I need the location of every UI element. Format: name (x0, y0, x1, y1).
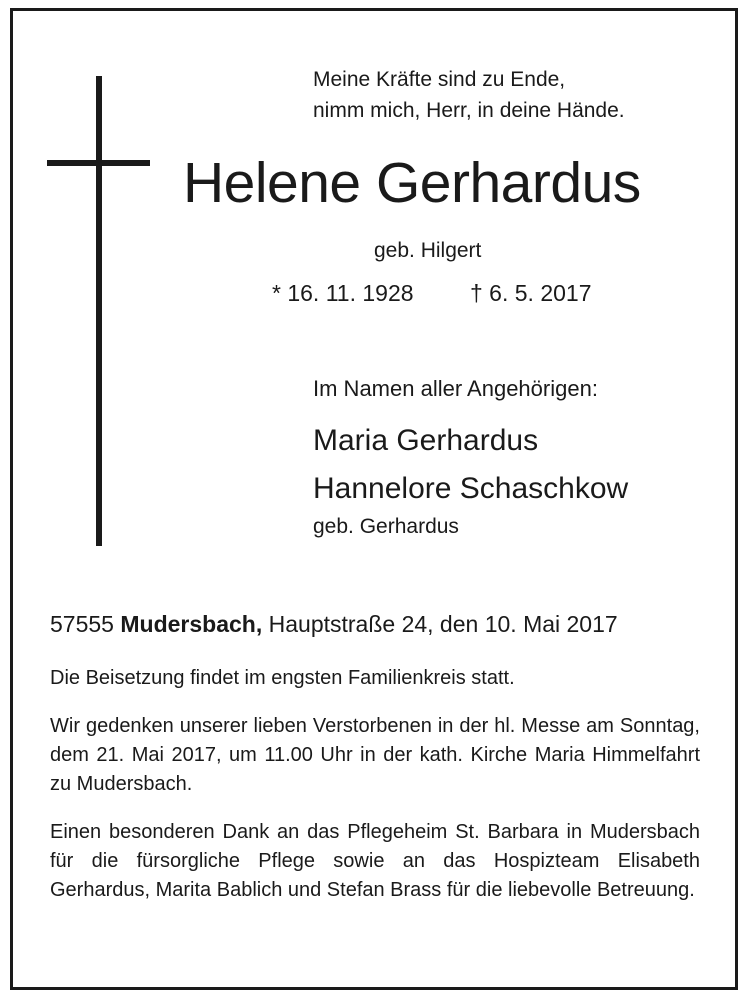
birth-date: * 16. 11. 1928 (272, 280, 414, 306)
death-date: † 6. 5. 2017 (470, 280, 592, 306)
motto-line-2: nimm mich, Herr, in deine Hände. (313, 99, 625, 122)
deceased-name: Helene Gerhardus (183, 151, 641, 215)
postcode: 57555 (50, 611, 114, 637)
mourner-name: Maria Gerhardus (313, 424, 539, 457)
location-line (50, 611, 618, 638)
mourner-maiden-name: geb. Gerhardus (313, 515, 459, 538)
address-date: Hauptstraße 24, den 10. Mai 2017 (268, 611, 618, 637)
cross-horizontal-bar (47, 160, 150, 166)
mourners-intro: Im Namen aller Angehörigen: (313, 376, 598, 401)
thanks-notice: Einen besonderen Dank an das Pflegeheim St. Barbara in Mudersbach für die fürsorgliche Pflege sowie an das Hospizteam Elisabeth Gerhardus, Marita Bablich und Stefan Brass für die liebevolle Betreuung. (50, 821, 700, 901)
burial-notice: Die Beisetzung findet im engsten Familienkreis statt. (50, 667, 515, 689)
deceased-maiden-name: geb. Hilgert (374, 239, 482, 262)
cross-vertical-bar (96, 76, 102, 546)
motto (313, 64, 625, 126)
mass-notice: Wir gedenken unserer lieben Verstorbenen in der hl. Messe am Sonntag, dem 21. Mai 2017, um 11.00 Uhr in der kath. Kirche Maria Himmelfahrt zu Mudersbach. (50, 715, 700, 795)
town: Mudersbach, (120, 611, 263, 637)
motto-line-1: Meine Kräfte sind zu Ende, (313, 68, 566, 91)
mourner-name: Hannelore Schaschkow (313, 472, 629, 505)
